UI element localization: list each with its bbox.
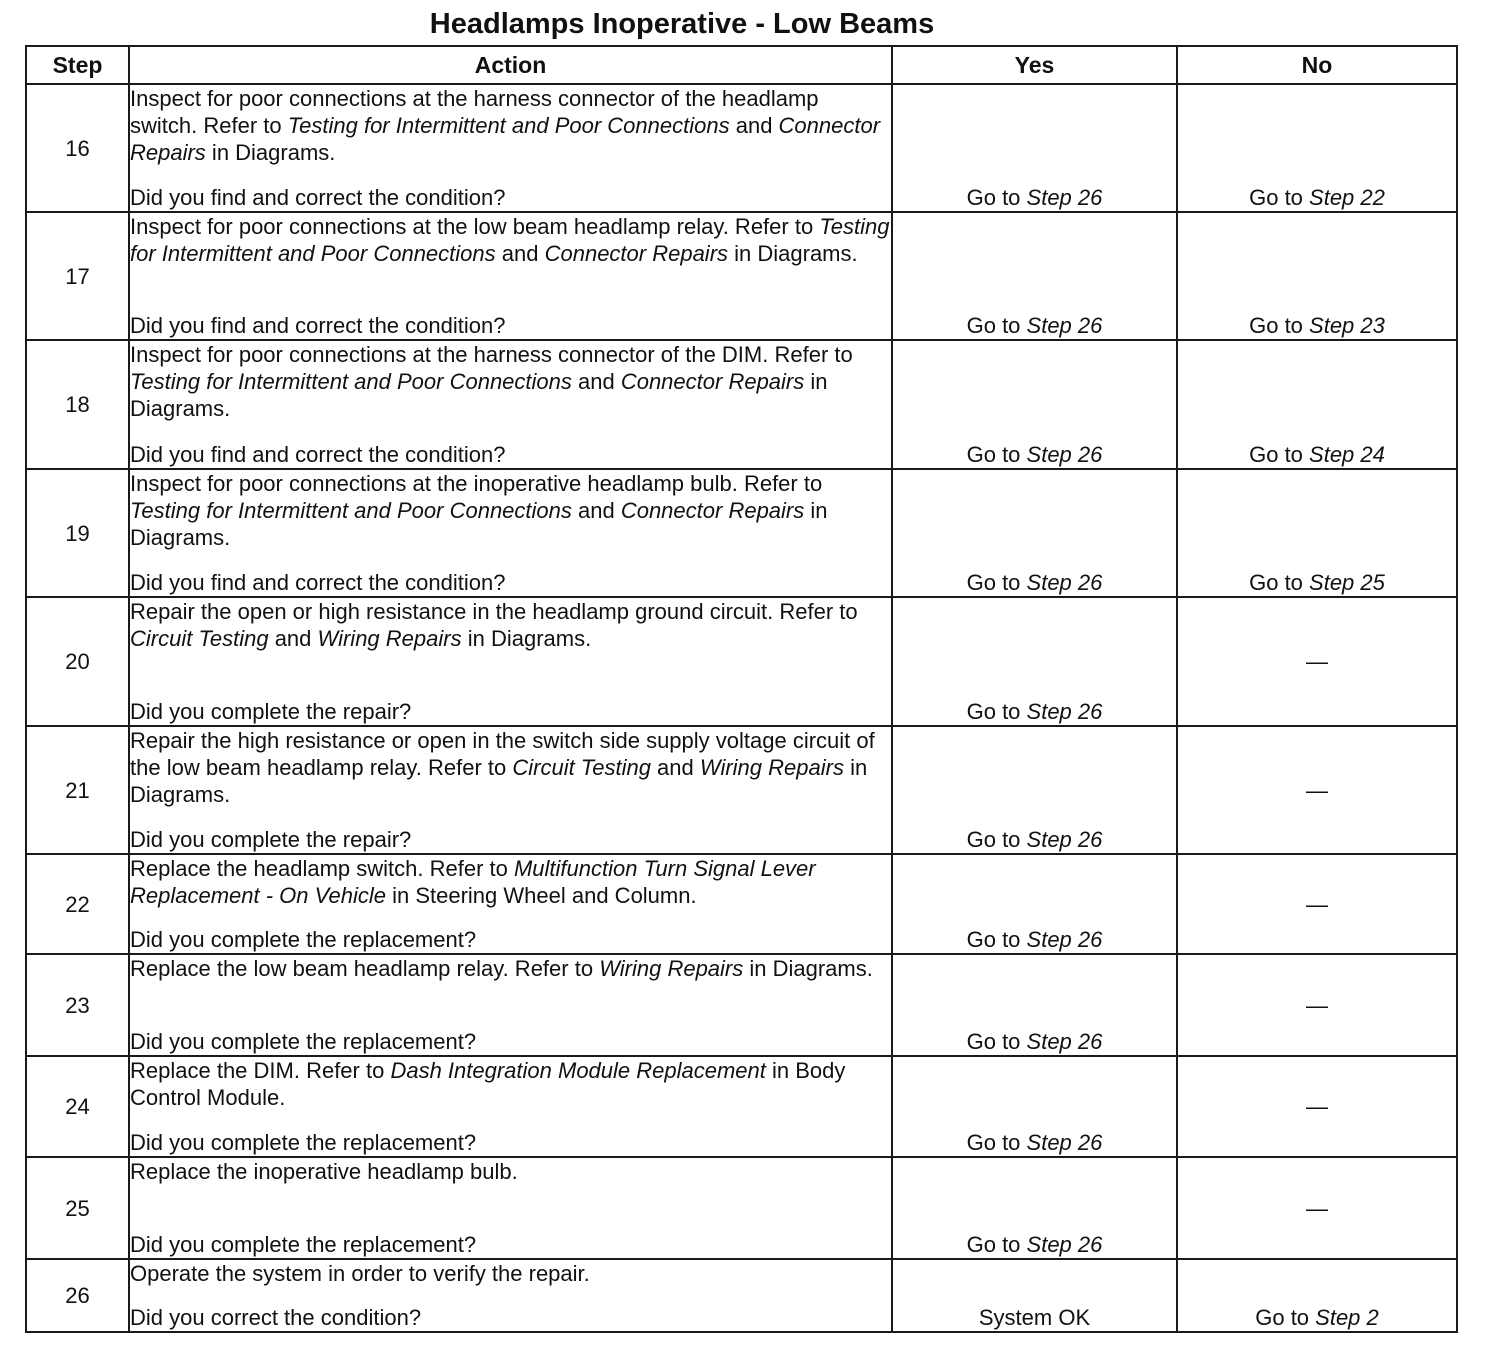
- step-number: 17: [26, 212, 129, 340]
- yes-result-segment: Step 26: [1026, 185, 1103, 210]
- yes-result: [892, 340, 1177, 469]
- no-result-none: [1177, 1056, 1457, 1157]
- action-instruction-segment: Testing for Intermittent and Poor Connections: [130, 214, 890, 266]
- action-instruction: [130, 85, 891, 166]
- column-header-yes: Yes: [892, 46, 1177, 84]
- action-instruction-segment: Connector Repairs: [620, 369, 805, 394]
- action-cell: [129, 340, 892, 469]
- action-question: Did you complete the repair?: [130, 699, 412, 724]
- action-cell: [129, 1056, 892, 1157]
- step-number: 18: [26, 340, 129, 469]
- no-result-segment: Go to: [1249, 442, 1310, 467]
- action-instruction-segment: and: [268, 626, 318, 651]
- step-number: 22: [26, 854, 129, 954]
- action-instruction: [130, 213, 891, 267]
- action-question: Did you find and correct the condition?: [130, 313, 506, 338]
- action-instruction: [130, 598, 891, 652]
- step-number: 20: [26, 597, 129, 726]
- action-instruction: [130, 1260, 891, 1287]
- action-instruction-segment: in Diagrams.: [728, 241, 858, 266]
- yes-result-segment: Step 26: [1026, 442, 1103, 467]
- action-question: Did you complete the replacement?: [130, 1029, 477, 1054]
- action-instruction-segment: in Body Control Module.: [130, 1058, 846, 1110]
- table-row: [26, 212, 1457, 340]
- dash-mark: —: [1306, 992, 1328, 1018]
- yes-result-segment: Step 26: [1026, 570, 1103, 595]
- yes-result-segment: Go to: [966, 927, 1027, 952]
- step-number: 23: [26, 954, 129, 1056]
- action-instruction-segment: Replace the inoperative headlamp bulb.: [130, 1159, 518, 1184]
- yes-result: [892, 726, 1177, 854]
- action-instruction-segment: and: [571, 369, 621, 394]
- no-result: [1177, 1259, 1457, 1332]
- action-question: Did you complete the replacement?: [130, 1130, 477, 1155]
- action-instruction-segment: Testing for Intermittent and Poor Connections: [130, 498, 572, 523]
- yes-result: [892, 1157, 1177, 1259]
- step-number: 21: [26, 726, 129, 854]
- yes-result: [892, 469, 1177, 597]
- action-cell: [129, 726, 892, 854]
- no-result-none: [1177, 854, 1457, 954]
- yes-result-segment: Step 26: [1026, 699, 1103, 724]
- action-instruction-segment: Wiring Repairs: [599, 956, 744, 981]
- yes-result-segment: Step 26: [1026, 927, 1103, 952]
- action-instruction-segment: Dash Integration Module Replacement: [390, 1058, 766, 1083]
- no-result-segment: Step 25: [1309, 570, 1385, 595]
- action-instruction-segment: Replace the low beam headlamp relay. Refer to: [130, 956, 600, 981]
- action-cell: [129, 1259, 892, 1332]
- table-row: [26, 597, 1457, 726]
- yes-result-segment: Go to: [966, 827, 1027, 852]
- action-instruction: [130, 1158, 891, 1185]
- yes-result: [892, 854, 1177, 954]
- action-instruction-segment: and: [650, 755, 700, 780]
- action-cell: [129, 469, 892, 597]
- action-instruction: [130, 727, 891, 808]
- yes-result: [892, 212, 1177, 340]
- action-instruction-segment: Replace the headlamp switch. Refer to: [130, 856, 514, 881]
- action-cell: [129, 597, 892, 726]
- table-row: [26, 469, 1457, 597]
- yes-result-segment: Go to: [966, 699, 1027, 724]
- action-cell: [129, 1157, 892, 1259]
- action-question: Did you correct the condition?: [130, 1305, 422, 1330]
- action-instruction-segment: in Diagrams.: [743, 956, 873, 981]
- table-row: [26, 726, 1457, 854]
- column-header-no: No: [1177, 46, 1457, 84]
- no-result-segment: Go to: [1249, 313, 1310, 338]
- yes-result-segment: Go to: [966, 185, 1027, 210]
- yes-result: [892, 84, 1177, 212]
- action-instruction-segment: Testing for Intermittent and Poor Connections: [287, 113, 730, 138]
- no-result-none: [1177, 1157, 1457, 1259]
- table-row: [26, 340, 1457, 469]
- no-result-none: [1177, 726, 1457, 854]
- action-instruction-segment: in Diagrams.: [130, 369, 828, 421]
- step-number: 24: [26, 1056, 129, 1157]
- dash-mark: —: [1306, 1195, 1328, 1221]
- action-instruction-segment: Multifunction Turn Signal Lever Replacement - On Vehicle: [130, 856, 816, 908]
- action-instruction-segment: in Diagrams.: [130, 755, 868, 807]
- column-header-action: Action: [129, 46, 892, 84]
- action-instruction-segment: and: [571, 498, 621, 523]
- action-instruction-segment: in Diagrams.: [461, 626, 592, 651]
- action-question: Did you find and correct the condition?: [130, 442, 506, 467]
- no-result-segment: Step 23: [1309, 313, 1385, 338]
- header-row: [26, 46, 1457, 84]
- yes-result-segment: Go to: [966, 442, 1027, 467]
- diagnostic-table: [25, 45, 1458, 1333]
- yes-result: [892, 597, 1177, 726]
- yes-result-segment: Step 26: [1026, 1130, 1103, 1155]
- no-result-none: [1177, 954, 1457, 1056]
- action-question: Did you complete the replacement?: [130, 1232, 477, 1257]
- action-instruction-segment: Inspect for poor connections at the harness connector of the DIM. Refer to: [130, 342, 853, 367]
- action-cell: [129, 954, 892, 1056]
- action-instruction-segment: Testing for Intermittent and Poor Connections: [130, 369, 572, 394]
- action-instruction-segment: and: [495, 241, 545, 266]
- no-result-segment: Step 24: [1309, 442, 1385, 467]
- action-instruction: [130, 855, 891, 909]
- no-result: [1177, 212, 1457, 340]
- action-question: Did you find and correct the condition?: [130, 570, 506, 595]
- action-instruction-segment: in Diagrams.: [130, 498, 828, 550]
- action-instruction-segment: Operate the system in order to verify the repair.: [130, 1261, 590, 1286]
- action-instruction-segment: Connector Repairs: [130, 113, 881, 165]
- no-result-segment: Go to: [1249, 570, 1310, 595]
- action-instruction-segment: Inspect for poor connections at the inoperative headlamp bulb. Refer to: [130, 471, 823, 496]
- action-cell: [129, 854, 892, 954]
- step-number: 26: [26, 1259, 129, 1332]
- table-row: [26, 854, 1457, 954]
- action-instruction: [130, 1057, 891, 1111]
- action-instruction-segment: and: [729, 113, 779, 138]
- action-instruction-segment: Circuit Testing: [130, 626, 269, 651]
- yes-result-segment: Go to: [966, 570, 1027, 595]
- action-question: Did you complete the repair?: [130, 827, 412, 852]
- action-instruction-segment: in Steering Wheel and Column.: [385, 883, 697, 908]
- no-result-none: [1177, 597, 1457, 726]
- yes-result-segment: Step 26: [1026, 313, 1103, 338]
- page-title: Headlamps Inoperative - Low Beams: [429, 8, 935, 40]
- table-row: [26, 1259, 1457, 1332]
- dash-mark: —: [1306, 891, 1328, 917]
- dash-mark: —: [1306, 649, 1328, 674]
- action-instruction-segment: Replace the DIM. Refer to: [130, 1058, 391, 1083]
- action-instruction-segment: Connector Repairs: [544, 241, 729, 266]
- no-result-segment: Go to: [1249, 185, 1310, 210]
- table-row: [26, 1157, 1457, 1259]
- action-cell: [129, 212, 892, 340]
- action-instruction-segment: Inspect for poor connections at the harness connector of the headlamp switch. Refer to: [130, 86, 819, 138]
- table-body: [26, 84, 1457, 1332]
- yes-result-segment: Go to: [966, 1232, 1027, 1257]
- dash-mark: —: [1306, 777, 1328, 803]
- action-instruction-segment: Circuit Testing: [512, 755, 651, 780]
- table-row: [26, 84, 1457, 212]
- yes-result-segment: Go to: [966, 1029, 1027, 1054]
- action-instruction-segment: Wiring Repairs: [317, 626, 462, 651]
- yes-result: [892, 1056, 1177, 1157]
- no-result: [1177, 469, 1457, 597]
- yes-result-segment: Step 26: [1026, 827, 1103, 852]
- action-instruction-segment: in Diagrams.: [205, 140, 336, 165]
- column-header-step: Step: [26, 46, 129, 84]
- yes-result-segment: Step 26: [1026, 1232, 1103, 1257]
- yes-result-segment: Step 26: [1026, 1029, 1103, 1054]
- yes-result-segment: Go to: [966, 313, 1027, 338]
- action-instruction-segment: Connector Repairs: [620, 498, 805, 523]
- action-instruction: [130, 341, 891, 422]
- action-instruction-segment: Repair the high resistance or open in the switch side supply voltage circuit of the low beam headlamp relay. Refer to: [130, 728, 875, 780]
- no-result: [1177, 84, 1457, 212]
- no-result-segment: Go to: [1255, 1305, 1316, 1330]
- table-row: [26, 1056, 1457, 1157]
- yes-result-segment: Go to: [966, 1130, 1027, 1155]
- no-result: [1177, 340, 1457, 469]
- action-cell: [129, 84, 892, 212]
- action-question: Did you complete the replacement?: [130, 927, 477, 952]
- yes-result: [892, 1259, 1177, 1332]
- dash-mark: —: [1306, 1094, 1328, 1119]
- action-instruction-segment: Wiring Repairs: [699, 755, 844, 780]
- step-number: 25: [26, 1157, 129, 1259]
- step-number: 19: [26, 469, 129, 597]
- action-instruction-segment: Inspect for poor connections at the low beam headlamp relay. Refer to: [130, 214, 820, 239]
- table-row: [26, 954, 1457, 1056]
- action-instruction-segment: Repair the open or high resistance in the headlamp ground circuit. Refer to: [130, 599, 858, 624]
- action-instruction: [130, 470, 891, 551]
- action-instruction: [130, 955, 891, 982]
- yes-result: [892, 954, 1177, 1056]
- action-question: Did you find and correct the condition?: [130, 185, 506, 210]
- step-number: 16: [26, 84, 129, 212]
- no-result-segment: Step 22: [1309, 185, 1385, 210]
- no-result-segment: Step 2: [1315, 1305, 1379, 1330]
- yes-result-segment: System OK: [978, 1305, 1091, 1330]
